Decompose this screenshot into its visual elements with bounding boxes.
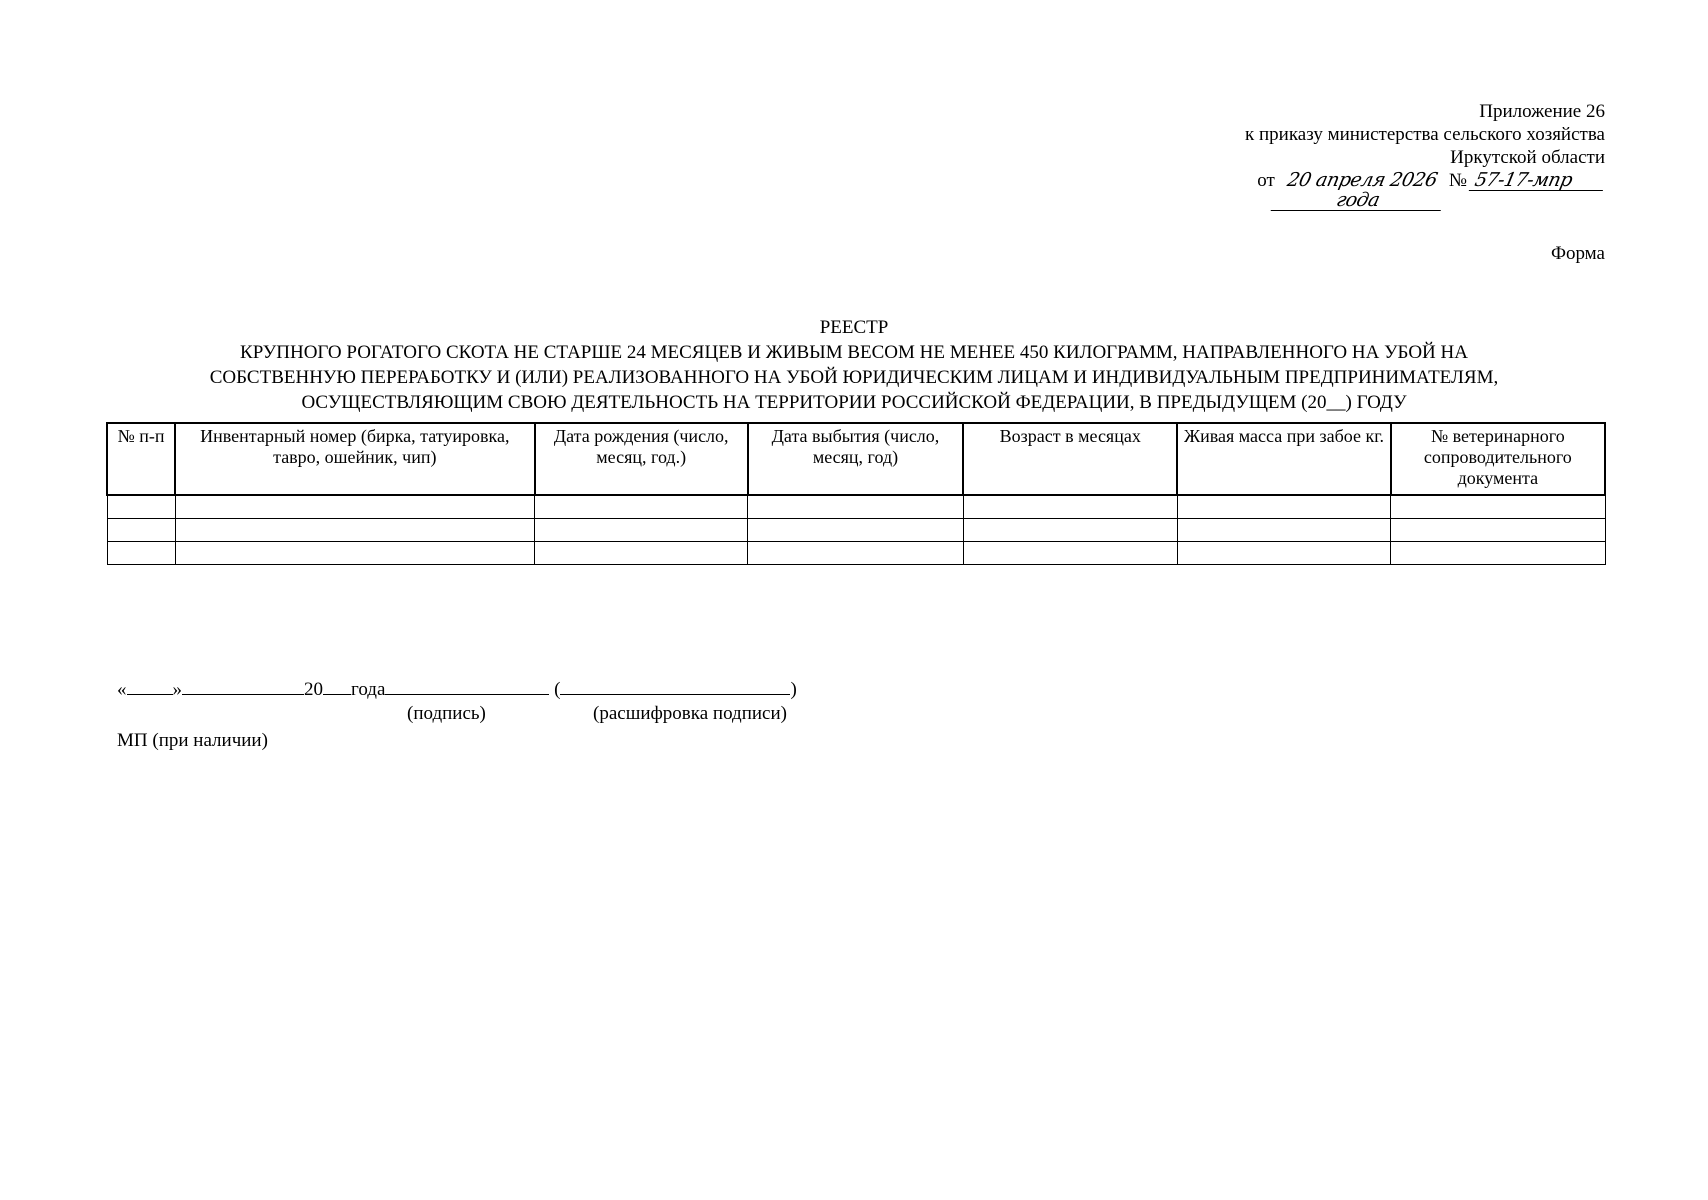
paren-open: ( [554,679,561,700]
title-line-3: СОБСТВЕННУЮ ПЕРЕРАБОТКУ И (ИЛИ) РЕАЛИЗОВАННОГО НА УБОЙ ЮРИДИЧЕСКИМ ЛИЦАМ И ИНДИВИДУАЛЬНЫМ ПРЕДПРИНИМАТЕЛЯМ, [209,367,1499,388]
table-cell[interactable] [963,495,1177,519]
appendix-header [1245,100,1605,211]
order-reference: к приказу министерства сельского хозяйства [1245,124,1605,145]
table-cell[interactable] [1177,542,1390,565]
table-cell[interactable] [1391,519,1605,542]
table-cell[interactable] [107,495,175,519]
signature-line [117,676,797,701]
table-cell[interactable] [963,542,1177,565]
date-prefix: от [1257,170,1275,191]
col-header-inventory-number: Инвентарный номер (бирка, татуировка, тавро, ошейник, чип) [175,423,534,495]
table-cell[interactable] [535,495,748,519]
year-prefix: 20 [304,679,323,700]
table-cell[interactable] [175,542,534,565]
title-line-1: РЕЕСТР [819,317,889,338]
region-name: Иркутской области [1450,147,1605,168]
table-row [107,519,1605,542]
appendix-number: Приложение 26 [1479,101,1605,122]
table-cell[interactable] [175,495,534,519]
table-cell[interactable] [963,519,1177,542]
handwritten-date: 20 апреля 2026 года [1271,170,1450,211]
table-cell[interactable] [748,519,963,542]
quote-open: « [117,679,127,700]
table-cell[interactable] [1177,519,1390,542]
year-suffix: года [351,679,386,700]
table-cell[interactable] [1177,495,1390,519]
document-title [0,315,1708,415]
stamp-label: МП (при наличии) [117,730,268,751]
col-header-birth-date: Дата рождения (число, месяц, год.) [535,423,748,495]
paren-close: ) [790,679,797,700]
signature-decode-blank[interactable] [560,676,790,695]
table-row [107,495,1605,519]
signature-caption: (подпись) [407,703,486,724]
number-sign: № [1448,170,1467,191]
table-cell[interactable] [175,519,534,542]
table-row [107,542,1605,565]
table-cell[interactable] [107,519,175,542]
table-header-row [107,423,1605,495]
signature-blank[interactable] [385,676,549,695]
quote-close: » [172,679,182,700]
table-cell[interactable] [748,495,963,519]
registry-table [106,422,1606,565]
title-line-2: КРУПНОГО РОГАТОГО СКОТА НЕ СТАРШЕ 24 МЕСЯЦЕВ И ЖИВЫМ ВЕСОМ НЕ МЕНЕЕ 450 КИЛОГРАММ, НАПРАВЛЕННОГО НА УБОЙ НА [240,342,1468,363]
order-date-line [1245,169,1605,211]
col-header-live-weight: Живая масса при забое кг. [1177,423,1390,495]
handwritten-order-number: 57-17-мпр [1469,170,1607,191]
table-cell[interactable] [535,542,748,565]
day-blank[interactable] [127,676,173,695]
signature-decode-caption: (расшифровка подписи) [593,703,787,724]
year-blank[interactable] [323,676,351,695]
table-cell[interactable] [107,542,175,565]
col-header-vet-document: № ветеринарного сопроводительного документа [1391,423,1605,495]
table-cell[interactable] [1391,495,1605,519]
col-header-number: № п-п [107,423,175,495]
form-label: Форма [1550,243,1605,264]
title-line-4: ОСУЩЕСТВЛЯЮЩИМ СВОЮ ДЕЯТЕЛЬНОСТЬ НА ТЕРРИТОРИИ РОССИЙСКОЙ ФЕДЕРАЦИИ, В ПРЕДЫДУЩЕМ (20__) ГОДУ [301,392,1407,413]
table-cell[interactable] [535,519,748,542]
table-cell[interactable] [1391,542,1605,565]
col-header-disposal-date: Дата выбытия (число, месяц, год) [748,423,963,495]
col-header-age-months: Возраст в месяцах [963,423,1177,495]
table-cell[interactable] [748,542,963,565]
month-blank[interactable] [182,676,304,695]
